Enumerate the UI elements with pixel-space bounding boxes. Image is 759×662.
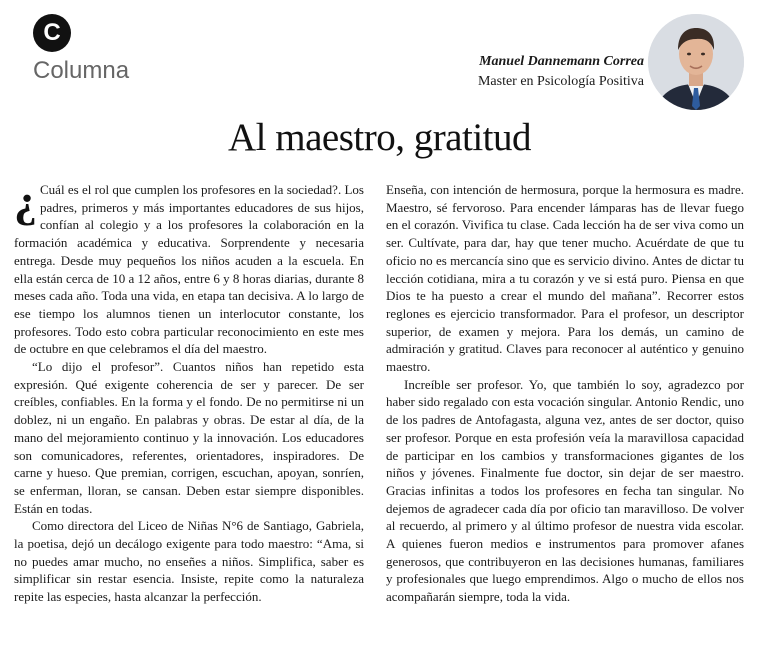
- article-paragraph: “Lo dijo el profesor”. Cuantos niños han repetido esta expresión. Qué exigente coherencia de ser y parecer. De ser creíbles, confiables. En la forma y el fondo. De no permitirse ni un doblez, ni un engaño. En palabras y obras. De estar al día, de la mano del mejoramiento continuo y la innovación. Los educadores son comunicadores, referentes, orientadores, inspiradores. De carne y hueso. Que premian, corrigen, escuchan, apoyan, sonríen, se enferman, lloran, se cansan. Deben estar siempre disponibles. Están en todas.: [14, 359, 364, 516]
- article-paragraph: Como directora del Liceo de Niñas N°6 de Santiago, Gabriela, la poetisa, dejó un decálogo exigente para todo maestro: “Ama, si no puedes amar mucho, no enseñes a niños. Simplifica, saber es simplificar sin restar esencia. Insiste, repite como la naturaleza repite las especies, hasta alcanzar la perfección.: [14, 518, 364, 605]
- paragraph-text: Cuál es el rol que cumplen los profesores en la sociedad?. Los padres, primeros y más importantes educadores de sus hijos, confían al colegio y a los profesores la colaboración en la formación académica y educativa. Sorprendente y necesaria entrega. Desde muy pequeños los niños acuden a la escuela. En ella están cerca de 10 a 12 años, entre 6 y 8 horas diarias, durante 8 meses cada año. Toda una vida, en etapa tan decisiva. A lo largo de ese tiempo los alumnos tienen un interlocutor constante, los profesores. Todo esto cobra particular reconocimiento en este mes de octubre en que celebramos el día del maestro.: [14, 182, 364, 357]
- article-paragraph: Enseña, con intención de hermosura, porque la hermosura es madre. Maestro, sé fervoroso. Para encender lámparas has de llevar fuego en el corazón. Vivifica tu clase. Cada lección ha de ser viva como un ser. Cultívate, para dar, hay que tener mucho. Acuérdate de que tu oficio no es mercancía sino que es servicio divino. Antes de dictar tu lección cotidiana, mira a tu corazón y ve si está puro. Piensa en que Dios te ha puesto a crear el mundo del mañana”. Recorrer estos reglones es ejercicio transformador. Para el profesor, un descriptor superior, de examen y mejora. Para los demás, un camino de admiración y gratitud. Claves para reconocer al auténtico y genuino maestro.: [386, 182, 744, 375]
- author-photo: [648, 14, 744, 110]
- article-column-right: [386, 181, 744, 606]
- author-portrait-icon: [648, 14, 744, 110]
- article-paragraph: [14, 175, 364, 358]
- dropcap: ¿: [14, 175, 37, 226]
- article-title: Al maestro, gratitud: [227, 116, 531, 159]
- article-paragraph: Increíble ser profesor. Yo, que también lo soy, agradezco por haber sido regalado con esta vocación singular. Antonio Rendic, uno de los padres de Antofagasta, alguna vez, antes de ser doctor, quiso ser profesor. Porque en esta profesión veía la maravillosa capacidad de participar en los cambios y transformaciones gigantes de los niños y jóvenes. Finalmente fue doctor, sin dejar de ser maestro. Gracias infinitas a todos los profesores en fecha tan singular. No dejemos de agradecer cada día por oficio tan maravilloso. De volver al recuerdo, al primero y al último profesor de nuestra vida escolar. A quienes fueron medios e instrumentos para promover afanes generosos, que contribuyeron en las decisiones humanas, familiares y profesionales que luego emprendimos. Algo o mucho de ellos nos acompañarán siempre, toda la vida.: [386, 376, 744, 605]
- article-column-left: [14, 175, 364, 606]
- author-name: Manuel Dannemann Correa: [479, 54, 644, 69]
- section-label: Columna: [33, 57, 130, 84]
- author-title: Master en Psicología Positiva: [477, 74, 644, 89]
- author-byline: [478, 52, 644, 92]
- column-badge: C: [33, 14, 71, 52]
